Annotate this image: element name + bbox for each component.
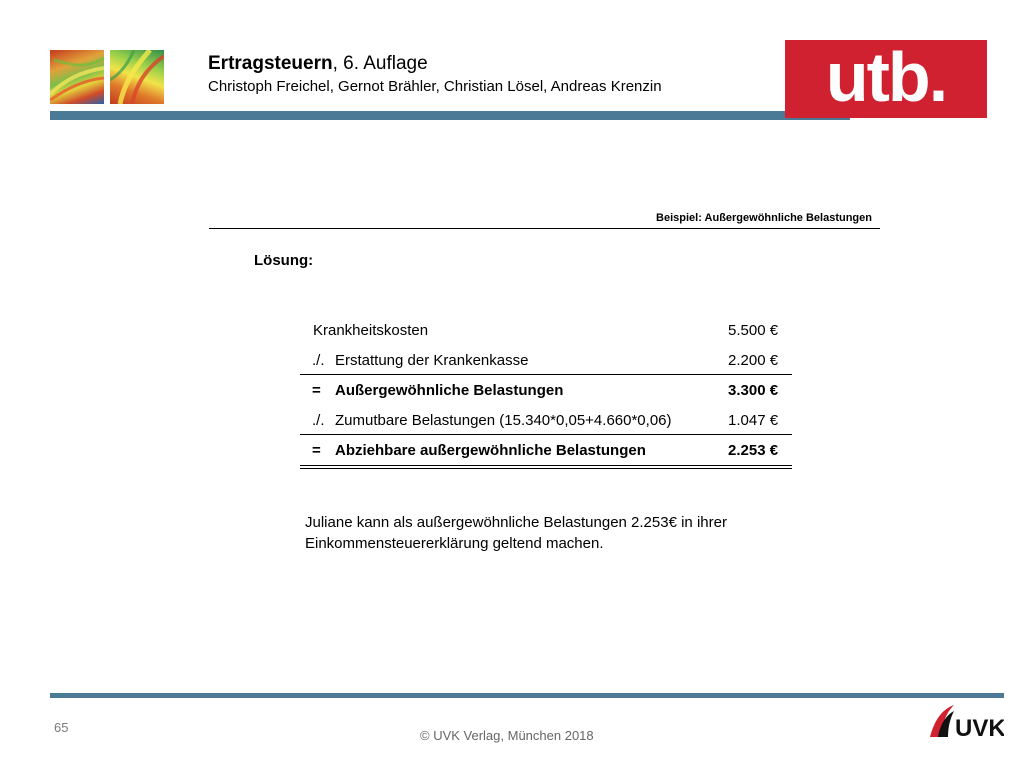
- calc-total-double-rule: [300, 465, 792, 469]
- book-authors: Christoph Freichel, Gernot Brähler, Christian Lösel, Andreas Krenzin: [208, 78, 662, 95]
- calc-row-label: Außergewöhnliche Belastungen: [335, 382, 564, 399]
- cover-thumbnail-right: [110, 50, 164, 104]
- calc-row-label: Erstattung der Krankenkasse: [335, 352, 529, 369]
- calc-row-amount: 2.253 €: [728, 442, 779, 459]
- calc-row-aussergewoehnliche: [300, 375, 792, 405]
- calc-row-krankheitskosten: [300, 315, 792, 345]
- calc-row-label: Zumutbare Belastungen (15.340*0,05+4.660*0,06): [335, 412, 672, 429]
- calc-row-zumutbare: [300, 405, 792, 435]
- calc-row-abziehbare: [300, 435, 792, 465]
- section-title: Beispiel: Außergewöhnliche Belastungen: [656, 212, 872, 224]
- calc-row-amount: 2.200 €: [728, 352, 779, 369]
- calc-row-amount: 3.300 €: [728, 382, 779, 399]
- copyright-notice: © UVK Verlag, München 2018: [420, 728, 594, 743]
- calc-row-amount: 5.500 €: [728, 322, 779, 339]
- calc-row-label: Krankheitskosten: [313, 322, 429, 339]
- calc-row-erstattung: [300, 345, 792, 375]
- book-title-edition: , 6. Auflage: [332, 53, 428, 74]
- uvk-logo: [928, 703, 1004, 741]
- header-divider-bar: [50, 111, 850, 120]
- conclusion-text: Juliane kann als außergewöhnliche Belastungen 2.253€ in ihrer Einkommensteuererklärung geltend machen.: [305, 514, 727, 552]
- solution-label: Lösung:: [254, 252, 314, 269]
- footer-divider-bar: [50, 693, 1004, 698]
- calculation-table: [300, 315, 792, 465]
- uvk-logo-text: UVK: [955, 715, 1004, 741]
- calc-row-operator: ./.: [312, 352, 325, 369]
- book-title-bold: Ertragsteuern: [208, 53, 333, 74]
- calc-row-operator: =: [312, 382, 321, 399]
- book-title: [208, 53, 428, 75]
- calc-row-operator: ./.: [312, 412, 325, 429]
- utb-logo: utb.: [825, 38, 947, 116]
- cover-thumbnail-left: [50, 50, 104, 104]
- section-rule: [209, 228, 880, 229]
- calc-row-amount: 1.047 €: [728, 412, 779, 429]
- page-number: 65: [54, 720, 69, 735]
- calc-row-operator: =: [312, 442, 321, 459]
- calc-row-label: Abziehbare außergewöhnliche Belastungen: [335, 442, 646, 459]
